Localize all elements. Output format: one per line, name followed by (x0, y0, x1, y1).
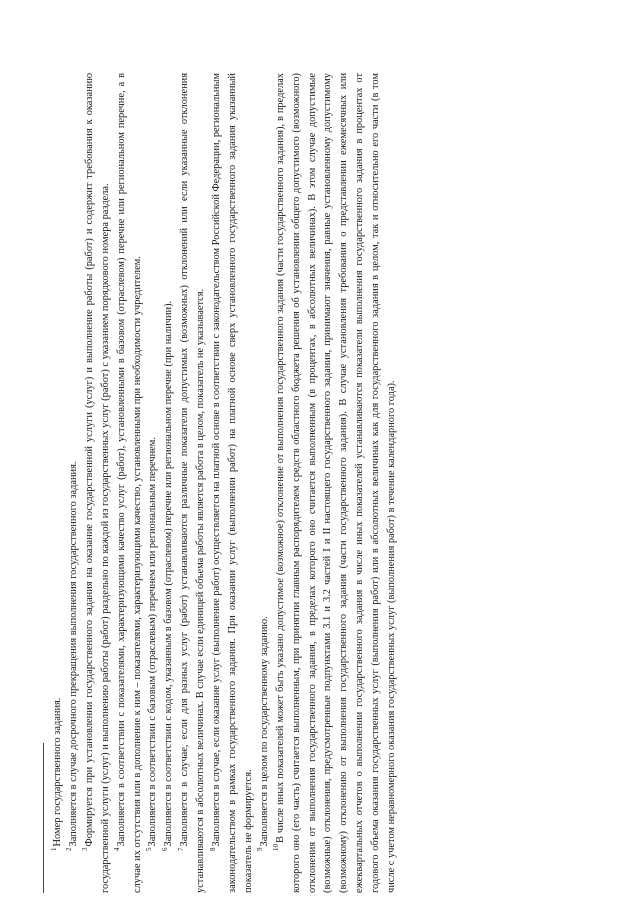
footnote-marker: 9 (256, 847, 265, 851)
footnote-marker: 6 (160, 847, 169, 851)
footnote-text: Заполняется в соответствии с кодом, указанным в базовом (отраслевом) перечне или региональном перечне (при наличии). (163, 300, 175, 847)
footnote-text: Заполняется в соответствии с базовым (отраслевым) перечнем или региональным перечнем. (147, 437, 159, 847)
footnote-3 (82, 73, 114, 893)
footnote-6 (161, 73, 177, 893)
footnote-marker: 3 (81, 847, 90, 851)
footnote-9 (257, 73, 273, 893)
footnote-text: Заполняется в случае, если для разных услуг (работ) устанавливаются различные показатели допустимых (возможных) отклонений или если указанные отклонения устанавливаются в абсолютных величинах. В случае если единицей объема работы является работа в целом, показатель не указывается. (179, 73, 207, 893)
footnote-text: Заполняется в соответствии с показателями, характеризующими качество услуг (работ), установленными в базовом (отраслевом) перечне или региональном перечне, а в случае их отсутствия или в дополнение к ним – показателями, характеризующими качество, установленными при необходимости учредителем. (115, 73, 143, 893)
footnote-text: В числе иных показателей может быть указано допустимое (возможное) отклонение от выполнения государственного задания (части государственного задания), в пределах которого оно (его часть) считается выполненным, при принятии главным распорядителем средств областного бюджета решения об установлении общего допустимого (возможного) отклонения от выполнения государственного задания, в пределах которого оно считается выполненным (в процентах, в абсолютных величинах). В этом случае допустимые (возможные) отклонения, предусмотренные подпунктами 3.1 и 3.2 частей I и II настоящего государственного задания, принимают значения, равные установленному допустимому (возможному) отклонению от выполнения государственного задания (части государственного задания). В случае установления требования о представлении ежемесячных или ежеквартальных отчетов о выполнении государственного задания в числе иных показателей устанавливаются показатели выполнения государственного задания в процентах от годового объема оказания государственных услуг (выполнения работ) или в абсолютных величинах как для государственного задания в целом, так и относительно его части (в том числе с учетом неравномерного оказания государственных услуг (выполнения работ) в течение календарного года). (274, 73, 398, 893)
footnote-text: Заполняется в случае досрочного прекращения выполнения государственного задания. (67, 461, 79, 847)
footnote-separator (43, 743, 44, 893)
footnote-4 (114, 73, 146, 893)
footnote-marker: 5 (144, 847, 153, 851)
footnote-marker: 2 (65, 847, 74, 851)
footnote-5 (145, 73, 161, 893)
footnote-8 (209, 73, 257, 893)
footnote-text: Формируется при установлении государственного задания на оказание государственной услуги (услуг) и выполнение работы (работ) и содержит требования к оказанию государственной услуги (услуг) и выполнению работы (работ) раздельно по каждой из государственных услуг (работ) с указанием порядкового номера раздела. (83, 73, 111, 893)
footnote-7 (177, 73, 209, 893)
rotated-footnotes-block (43, 73, 603, 893)
footnote-marker: 4 (113, 847, 122, 851)
footnote-text: Заполняется в случае, если оказание услуг (выполнение работ) осуществляется на платной основе в соответствии с законодательством Российской Федерации, региональным законодательством в рамках государственного задания. При оказании услуг (выполнении работ) на платной основе сверх установленного государственного задания указанный показатель не формируется. (211, 73, 254, 893)
footnote-marker: 10 (272, 844, 281, 851)
footnote-1 (50, 73, 66, 893)
footnote-10 (273, 73, 400, 893)
footnote-2 (66, 73, 82, 893)
footnote-marker: 7 (176, 847, 185, 851)
footnote-text: Заполняется в целом по государственному заданию. (258, 616, 270, 847)
footnote-marker: 8 (208, 847, 217, 851)
footnote-text: Номер государственного задания. (52, 697, 63, 847)
footnote-marker: 1 (49, 847, 58, 851)
